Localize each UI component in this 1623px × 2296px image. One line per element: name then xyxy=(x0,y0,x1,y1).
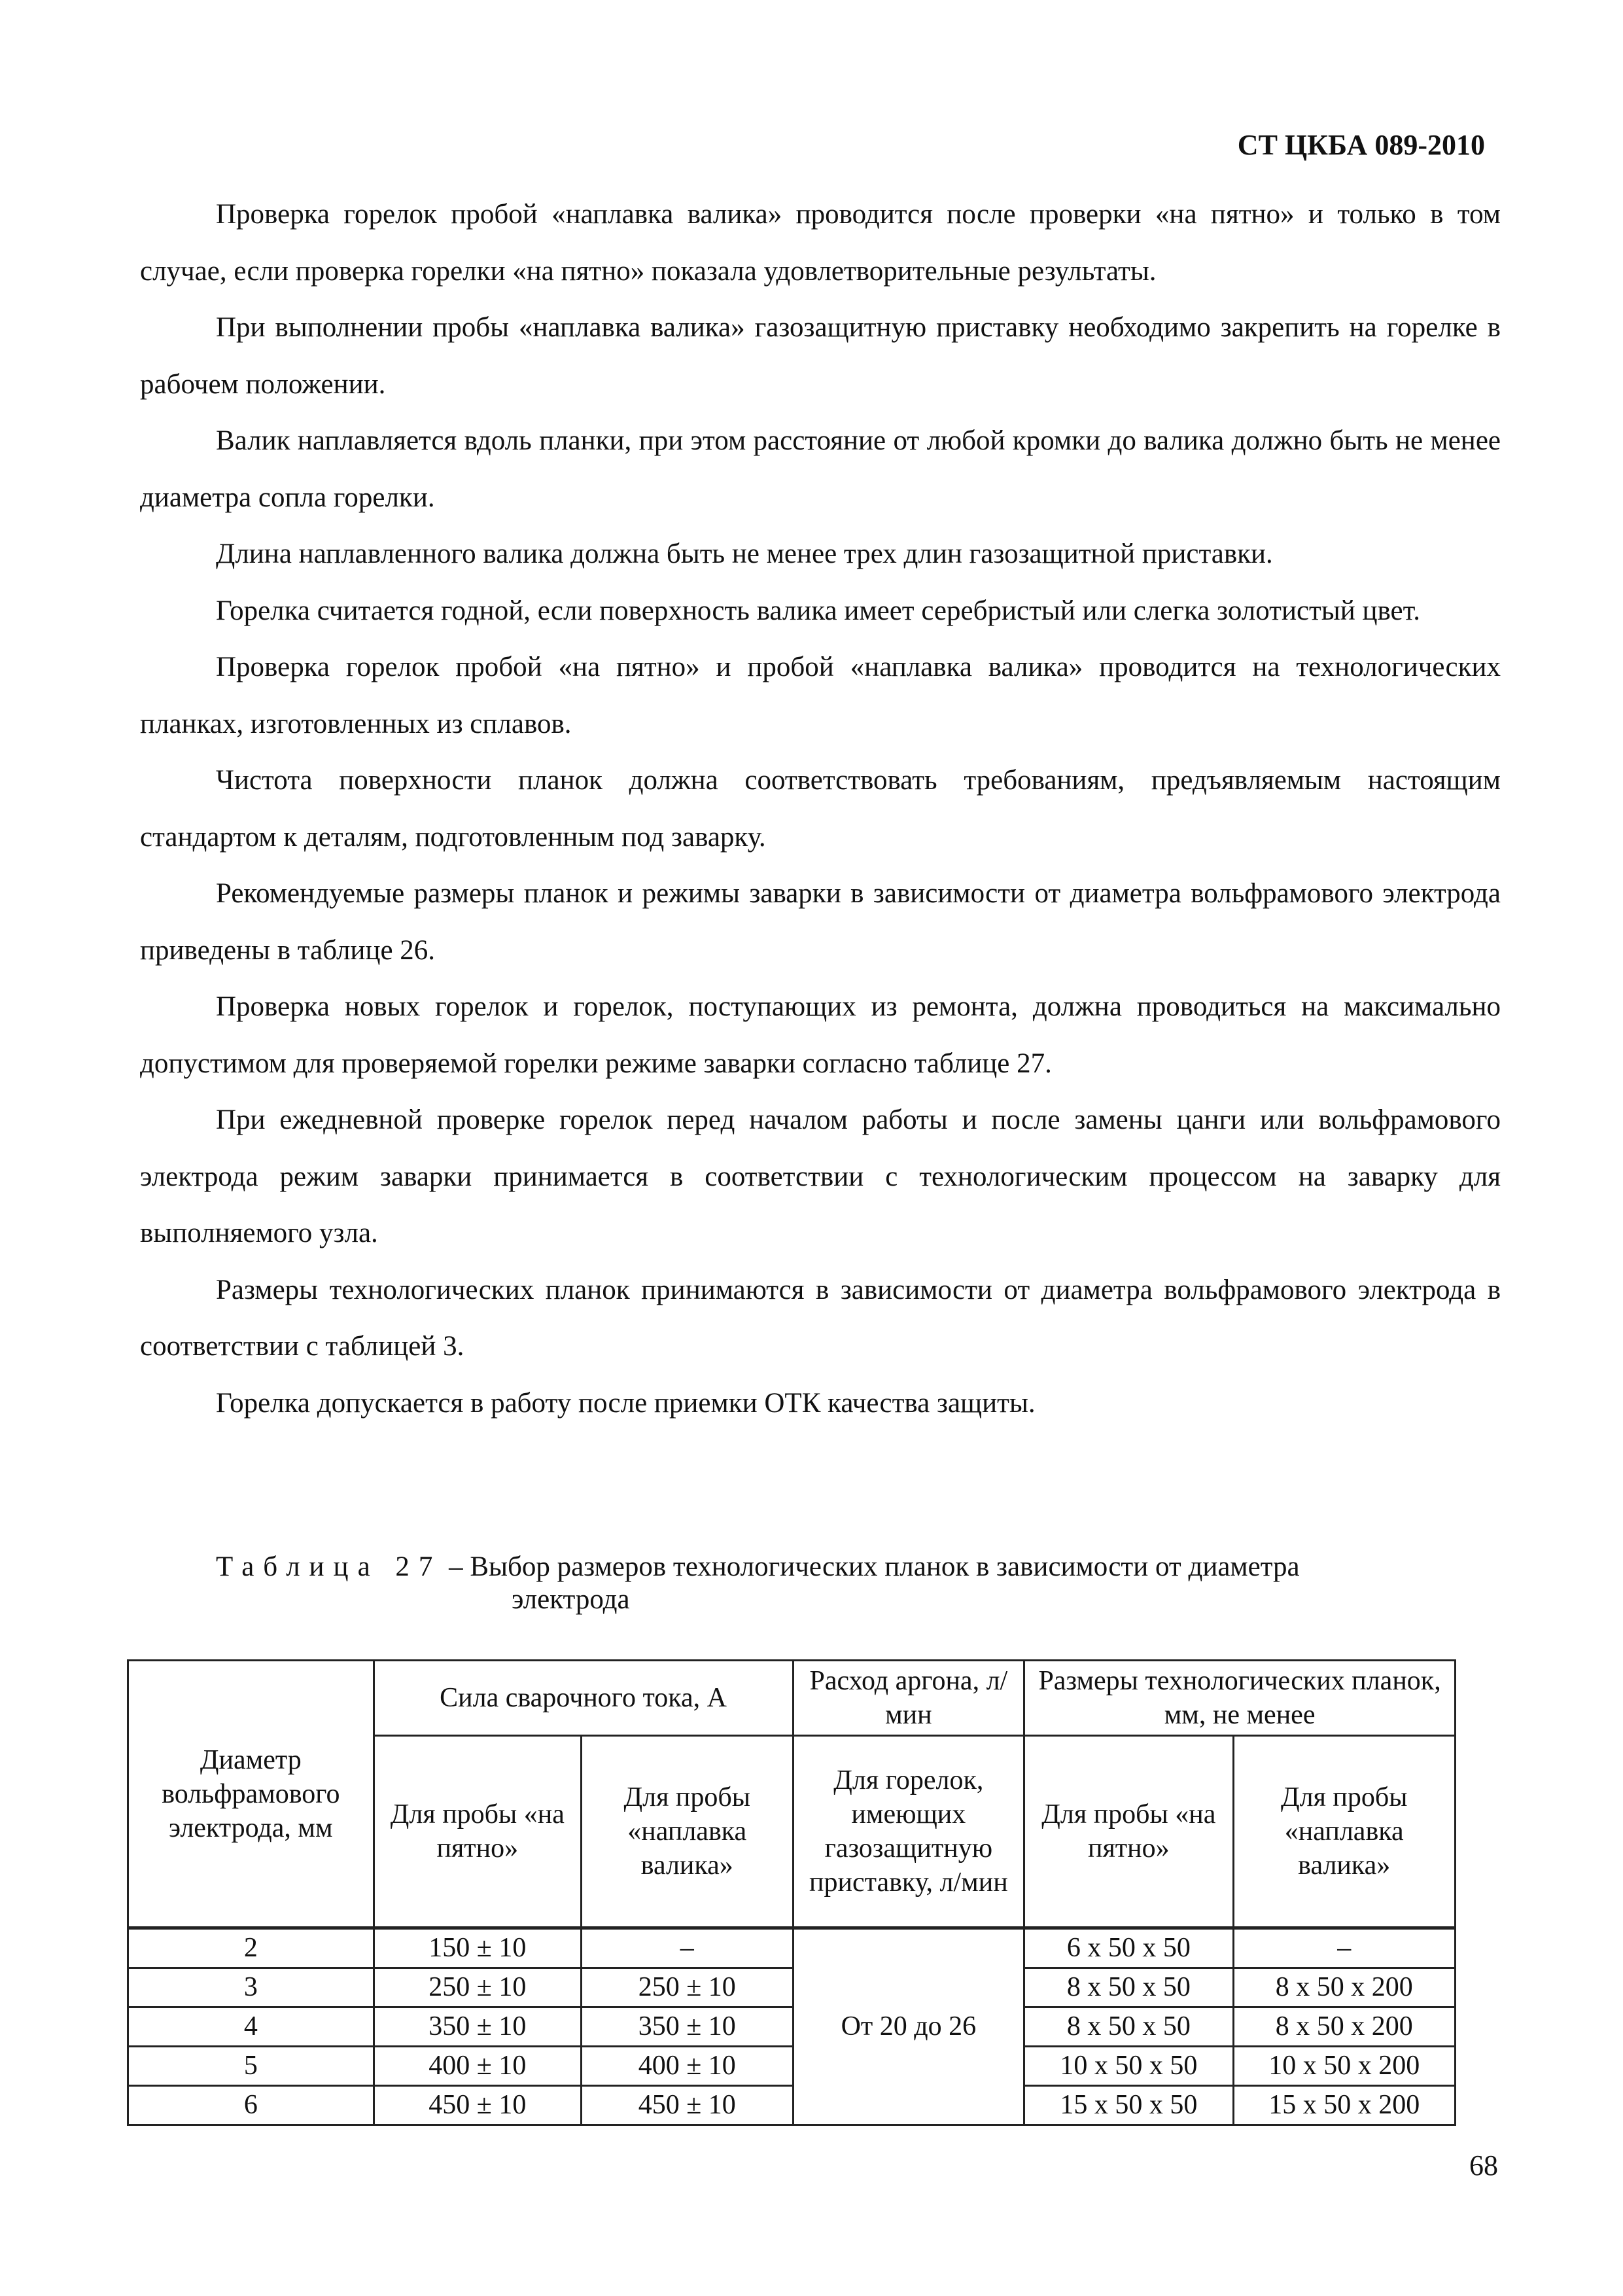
cell-current-spot: 400 ± 10 xyxy=(374,2047,581,2086)
table-row xyxy=(128,1968,1456,2007)
cell-current-bead: 400 ± 10 xyxy=(581,2047,793,2086)
document-code: СТ ЦКБА 089-2010 xyxy=(1237,129,1485,161)
cell-diameter: 6 xyxy=(128,2086,374,2125)
cell-current-bead: 450 ± 10 xyxy=(581,2086,793,2125)
cell-diameter: 2 xyxy=(128,1928,374,1968)
paragraph: Чистота поверхности планок должна соответствовать требованиям, предъявляемым настоящим стандартом к деталям, подготовленным под заварку. xyxy=(140,765,1501,853)
paragraph: Горелка считается годной, если поверхность валика имеет серебристый или слегка золотистый цвет. xyxy=(216,595,1420,626)
table-caption xyxy=(216,1551,1505,1616)
header-argon: Расход аргона, л/мин xyxy=(793,1661,1024,1736)
cell-argon: От 20 до 26 xyxy=(793,1928,1024,2125)
paragraph: При выполнении пробы «наплавка валика» газозащитную приставку необходимо закрепить на горелке в рабочем положении. xyxy=(140,312,1501,400)
table-row xyxy=(128,1928,1456,1968)
cell-diameter: 3 xyxy=(128,1968,374,2007)
cell-size-bead: 10 х 50 х 200 xyxy=(1233,2047,1456,2086)
cell-current-bead: 250 ± 10 xyxy=(581,1968,793,2007)
table-caption-text: – Выбор размеров технологических планок в зависимости от диаметра xyxy=(449,1551,1300,1582)
paragraph: Горелка допускается в работу после приемки ОТК качества защиты. xyxy=(216,1387,1036,1419)
header-diameter: Диаметр вольфрамового электрода, мм xyxy=(128,1661,374,1928)
paragraph: Размеры технологических планок принимаются в зависимости от диаметра вольфрамового электрода в соответствии с таблицей 3. xyxy=(140,1274,1501,1362)
cell-current-spot: 250 ± 10 xyxy=(374,1968,581,2007)
paragraph: При ежедневной проверке горелок перед началом работы и после замены цанги или вольфрамового электрода режим заварки принимается в соответствии с технологическим процессом на заварку для выполняемого узла. xyxy=(140,1104,1501,1248)
cell-current-spot: 350 ± 10 xyxy=(374,2007,581,2047)
page-number: 68 xyxy=(1469,2149,1498,2181)
table-27 xyxy=(127,1659,1456,2126)
body-text xyxy=(140,186,1501,1432)
paragraph: Длина наплавленного валика должна быть не менее трех длин газозащитной приставки. xyxy=(216,539,1273,569)
header-sizes-bead: Для пробы «наплавка валика» xyxy=(1233,1736,1456,1928)
header-argon-sub: Для горелок, имеющих газозащитную приставку, л/мин xyxy=(793,1736,1024,1928)
cell-size-bead: – xyxy=(1233,1928,1456,1968)
paragraph: Проверка горелок пробой «наплавка валика» проводится после проверки «на пятно» и только в том случае, если проверка горелки «на пятно» показала удовлетворительные результаты. xyxy=(140,199,1501,287)
cell-current-bead: 350 ± 10 xyxy=(581,2007,793,2047)
cell-size-spot: 15 х 50 х 50 xyxy=(1024,2086,1233,2125)
cell-current-spot: 150 ± 10 xyxy=(374,1928,581,1968)
cell-diameter: 5 xyxy=(128,2047,374,2086)
table-caption-label: Таблица 27 xyxy=(216,1551,442,1582)
cell-size-spot: 8 х 50 х 50 xyxy=(1024,1968,1233,2007)
paragraph: Валик наплавляется вдоль планки, при этом расстояние от любой кромки до валика должно быть не менее диаметра сопла горелки. xyxy=(140,425,1501,513)
cell-current-spot: 450 ± 10 xyxy=(374,2086,581,2125)
table-row xyxy=(128,2007,1456,2047)
header-current-spot: Для пробы «на пятно» xyxy=(374,1736,581,1928)
cell-size-bead: 15 х 50 х 200 xyxy=(1233,2086,1456,2125)
paragraph: Проверка новых горелок и горелок, поступающих из ремонта, должна проводиться на максимально допустимом для проверяемой горелки режиме заварки согласно таблице 27. xyxy=(140,991,1501,1079)
table-caption-text-line2: электрода xyxy=(512,1584,630,1615)
paragraph: Рекомендуемые размеры планок и режимы заварки в зависимости от диаметра вольфрамового электрода приведены в таблице 26. xyxy=(140,878,1501,966)
cell-size-spot: 10 х 50 х 50 xyxy=(1024,2047,1233,2086)
header-sizes: Размеры технологических планок, мм, не менее xyxy=(1024,1661,1456,1736)
cell-diameter: 4 xyxy=(128,2007,374,2047)
cell-size-bead: 8 х 50 х 200 xyxy=(1233,1968,1456,2007)
paragraph: Проверка горелок пробой «на пятно» и пробой «наплавка валика» проводится на технологических планках, изготовленных из сплавов. xyxy=(140,652,1501,739)
table-row xyxy=(128,2047,1456,2086)
header-sizes-spot: Для пробы «на пятно» xyxy=(1024,1736,1233,1928)
cell-size-bead: 8 х 50 х 200 xyxy=(1233,2007,1456,2047)
cell-current-bead: – xyxy=(581,1928,793,1968)
cell-size-spot: 8 х 50 х 50 xyxy=(1024,2007,1233,2047)
header-current: Сила сварочного тока, А xyxy=(374,1661,793,1736)
cell-size-spot: 6 х 50 х 50 xyxy=(1024,1928,1233,1968)
table-row xyxy=(128,2086,1456,2125)
header-current-bead: Для пробы «наплавка валика» xyxy=(581,1736,793,1928)
